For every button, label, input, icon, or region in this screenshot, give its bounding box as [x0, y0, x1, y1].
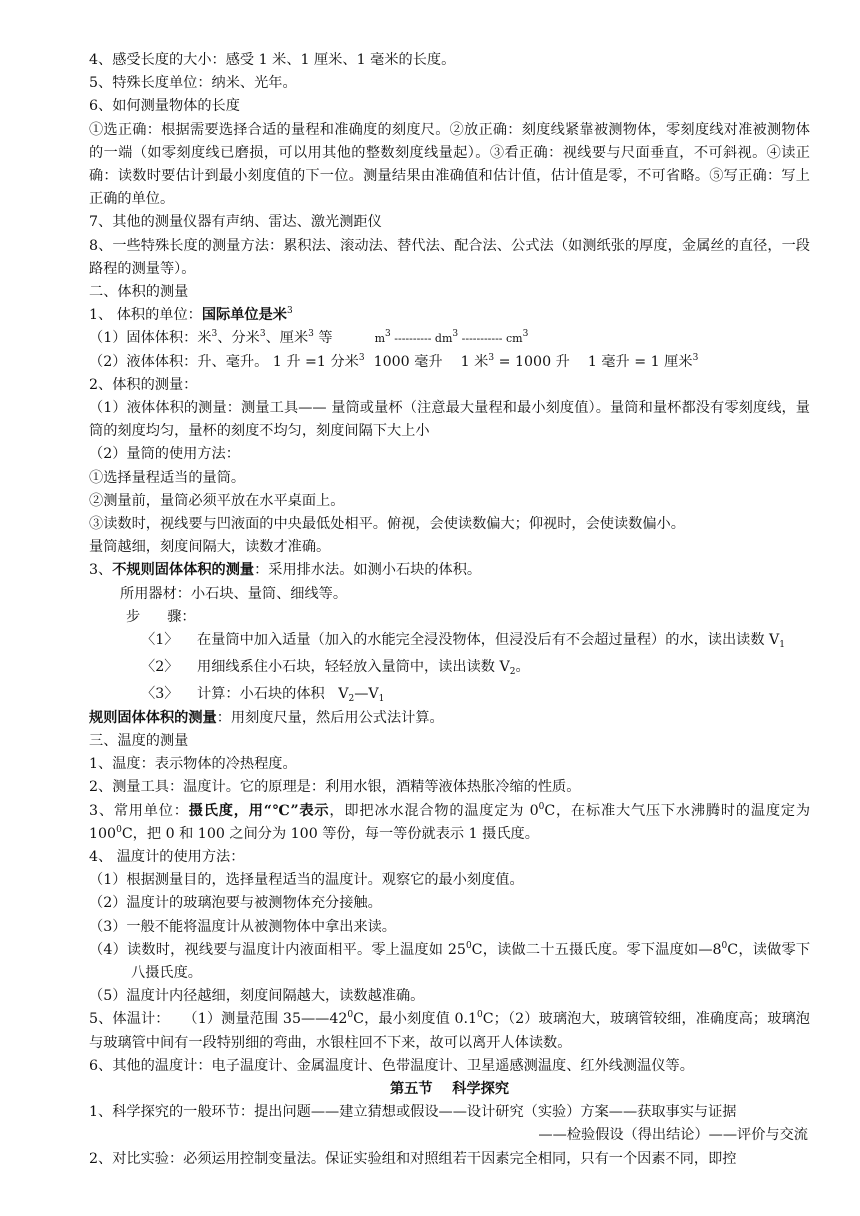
volume-unit-line	[89, 304, 810, 327]
temp-tool: 2、测量工具：温度计。它的原理是：利用水银，酒精等液体热胀冷缩的性质。	[89, 779, 581, 796]
cylinder-step-3: ③读数时，视线要与凹液面的中央最低处相平。俯视，会使读数偏大；仰视时，会使读数偏小。	[89, 516, 685, 533]
inquiry-steps: 1、科学探究的一般环节：提出问题——建立猜想或假设——设计研究（实验）方案——获取事实与证据	[89, 1104, 737, 1121]
superscript: 3	[287, 306, 293, 317]
thermometer-step-1: （1）根据测量目的，选择量程适当的温度计。观察它的最小刻度值。	[89, 872, 524, 889]
irregular-solid-heading: 3、不规则固体体积的测量：采用排水法。如测小石块的体积。	[89, 562, 482, 579]
cylinder-usage-heading: （2）量筒的使用方法：	[89, 446, 240, 463]
liquid-volume-measure: （1）液体体积的测量：测量工具—— 量筒或量杯（注意最大量程和最小刻度值）。量筒和量杯都没有零刻度线，量筒的刻度均匀，量杯的刻度不均匀，刻度间隔下大上小	[89, 400, 810, 440]
cylinder-step-2: ②测量前，量筒必须平放在水平桌面上。	[89, 492, 345, 509]
cylinder-note: 量筒越细，刻度间隔大，读数才准确。	[89, 539, 331, 556]
item-length-sense: 4、感受长度的大小：感受 1 米、1 厘米、1 毫米的长度。	[89, 52, 456, 68]
step-1: 〈1〉 在量筒中加入适量（加入的水能完全浸没物体，但浸没后有不会超过量程）的水，读出读数 $V_1$	[89, 629, 810, 652]
equipment-line: 所用器材：小石块、量筒、细线等。	[120, 585, 348, 602]
step-number: 〈2〉	[141, 659, 179, 676]
si-unit-text: 国际单位是米	[201, 307, 287, 324]
step-2: 〈2〉 用细线系住小石块，轻轻放入量筒中，读出读数 $V_2$。	[89, 656, 810, 679]
thermometer-step-5: （5）温度计内径越细，刻度间隔越大，读数越准确。	[89, 988, 425, 1005]
section-temperature-heading: 三、温度的测量	[89, 732, 189, 749]
step-number: 〈3〉	[141, 686, 179, 703]
solid-volume-units-line: （1）固体体积：米$^3$、分米$^3$、厘米$^3$ 等 $m^3$ ---------- $dm^3$ ----------- $cm^3$	[89, 329, 529, 347]
thermometer-usage-heading: 4、 温度计的使用方法：	[89, 848, 245, 865]
other-thermometers: 6、其他的温度计：电子温度计、金属温度计、色带温度计、卫星遥感测温度、红外线测温仪等。	[89, 1057, 694, 1074]
inquiry-steps-continued: ——检验假设（得出结论）——评价与交流	[538, 1127, 808, 1144]
section-volume-heading: 二、体积的测量	[89, 284, 189, 301]
item-how-to-measure-heading: 6、如何测量物体的长度	[89, 98, 240, 115]
step-3: 〈3〉 计算：小石块的体积 $V_2—V_1$	[89, 683, 810, 706]
volume-measure-heading: 2、体积的测量：	[89, 376, 198, 393]
clinical-thermometer: 5、体温计： （1）测量范围 $35——42^0C$，最小刻度值 $0.1^0C$；（2）玻璃泡大，玻璃管较细，准确度高；玻璃泡与玻璃管中间有一段特别细的弯曲，水银柱回不下来，故可以离开人体读数。	[89, 1010, 810, 1051]
liquid-volume-units-line: （2）液体体积：升、毫升。 1 升 =1 分米$^3$ 1000 毫升 1 米$^3$ = 1000 升 1 毫升 = 1 厘米$^3$	[89, 352, 699, 370]
thermometer-step-2: （2）温度计的玻璃泡要与被测物体充分接触。	[89, 895, 382, 912]
thermometer-step-4: （4）读数时，视线要与温度计内液面相平。零上温度如 $25^0C$，读做二十五摄氏度。零下温度如$—8^0C$，读做零下八摄氏度。	[89, 940, 811, 981]
item-special-methods: 8、一些特殊长度的测量方法：累积法、滚动法、替代法、配合法、公式法（如测纸张的厚度，金属丝的直径，一段路程的测量等）。	[89, 237, 810, 277]
temp-definition: 1、温度：表示物体的冷热程度。	[89, 756, 297, 773]
thermometer-step-3: （3）一般不能将温度计从被测物体中拿出来读。	[89, 918, 396, 935]
unit-chain: $m^3$ ---------- $dm^3$ ----------- $cm^3$	[374, 329, 529, 346]
item-other-instruments: 7、其他的测量仪器有声纳、雷达、激光测距仪	[89, 214, 382, 231]
item-measure-steps: ①选正确：根据需要选择合适的量程和准确度的刻度尺。②放正确：刻度线紧靠被测物体，零刻度线对准被测物体的一端（如零刻度线已磨损，可以用其他的整数刻度线量起）。③看正确：视线要与尺面垂直，不可斜视。④读正确：读数时要估计到最小刻度值的下一位。测量结果由准确值和估计值，估计值是零，不可省略。⑤写正确：写上正确的单位。	[89, 121, 810, 208]
steps-label: 步 骤：	[126, 608, 196, 625]
section-5-title: 第五节 科学探究	[389, 1080, 510, 1097]
temp-unit: 3、常用单位：摄氏度，用“℃”表示，即把冰水混合物的温度定为 $0^0C$，在标准大气压下水沸腾时的温度定为 $100^0C$，把 0 和 100 之间分为 100 等份，每一等份就表示 1 摄氏度。	[89, 801, 811, 842]
regular-solid-line: 规则固体体积的测量：用刻度尺量，然后用公式法计算。	[89, 709, 444, 726]
volume-unit-label: 1、 体积的单位：	[89, 307, 202, 324]
cylinder-step-1: ①选择量程适当的量筒。	[89, 469, 246, 486]
step-number: 〈1〉	[141, 632, 179, 649]
item-special-units: 5、特殊长度单位：纳米、光年。	[89, 75, 297, 92]
controlled-experiment: 2、对比实验：必须运用控制变量法。保证实验组和对照组若干因素完全相同，只有一个因素不同，即控	[89, 1150, 737, 1167]
